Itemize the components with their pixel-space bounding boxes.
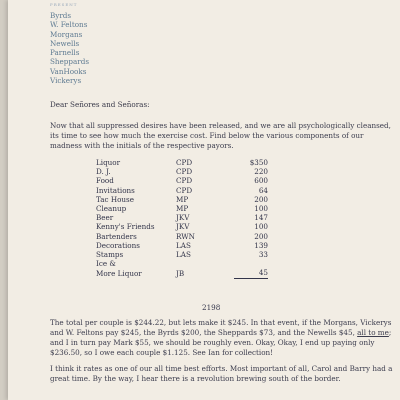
cost-payor: CPD xyxy=(176,167,193,177)
settlement-paragraph xyxy=(50,318,394,358)
cost-item: Liquor xyxy=(96,158,121,167)
recipient-name: W. Feltons xyxy=(50,20,88,30)
cost-item: Food xyxy=(96,176,114,186)
cost-row xyxy=(96,259,268,268)
header-hint: PRESENT xyxy=(50,2,78,7)
cost-item: Invitations xyxy=(96,185,135,195)
recipient-name: Vickerys xyxy=(50,76,82,86)
cost-row xyxy=(96,241,268,250)
salutation: Dear Señores and Señoras: xyxy=(50,100,150,109)
letter-page xyxy=(8,0,400,400)
cost-row xyxy=(96,167,268,176)
recipient-list xyxy=(50,11,89,85)
cost-amount: $350 xyxy=(249,158,268,167)
cost-payor: JB xyxy=(176,268,185,278)
recipient-name: Newells xyxy=(50,38,80,48)
cost-payor: CPD xyxy=(176,176,193,186)
intro-paragraph: Now that all suppressed desires have been released, and we are all psychologically cleansed, its time to see how much the exercise cost. Find below the various components of our madness with the initials of the respective payors. xyxy=(50,121,391,150)
cost-payor: CPD xyxy=(176,185,193,195)
cost-amount: 600 xyxy=(254,176,268,186)
cost-payor: LAS xyxy=(176,240,191,250)
recipient-name: Morgans xyxy=(50,29,83,39)
recipient-name: VanHooks xyxy=(50,66,87,76)
cost-row xyxy=(96,204,268,213)
cost-payor: MP xyxy=(176,204,189,214)
cost-amount: 100 xyxy=(254,204,268,214)
cost-payor: LAS xyxy=(176,250,191,260)
settlement-emphasis: all to me xyxy=(357,328,389,337)
cost-item: Decorations xyxy=(96,240,140,250)
cost-item: Kenny's Friends xyxy=(96,222,155,232)
recipient-name: Sheppards xyxy=(50,57,90,67)
cost-row xyxy=(96,195,268,204)
cost-item: Ice & xyxy=(96,259,116,269)
cost-item: D. J. xyxy=(96,167,111,177)
cost-amount: 33 xyxy=(258,250,268,260)
cost-total: 2198 xyxy=(202,303,221,312)
settlement-text: The total per couple is $244.22, but lets make it $245. In that event, if the Morgans, Vickerys and W. Feltons pay $245, the Byrds $200, the Sheppards $73, and the Newells $45, xyxy=(50,318,392,337)
recipient-name: Parnells xyxy=(50,48,80,58)
cost-amount: 45 xyxy=(234,268,268,278)
cost-row xyxy=(96,158,268,167)
cost-row xyxy=(96,222,268,231)
cost-item: Beer xyxy=(96,213,114,223)
cost-payor: MP xyxy=(176,194,189,204)
cost-payor: CPD xyxy=(176,158,193,167)
cost-row xyxy=(96,250,268,259)
cost-row xyxy=(96,186,268,195)
recipient-name: Byrds xyxy=(50,11,72,20)
cost-payor xyxy=(176,259,234,268)
cost-row xyxy=(96,232,268,241)
cost-row xyxy=(96,268,268,278)
cost-table xyxy=(96,158,268,279)
cost-amount: 64 xyxy=(258,185,268,195)
cost-payor: RWN xyxy=(176,231,195,241)
cost-amount: 139 xyxy=(254,240,268,250)
cost-amount: 200 xyxy=(254,231,268,241)
cost-item: More Liquor xyxy=(96,268,142,278)
cost-amount: 147 xyxy=(254,213,268,223)
cost-item: Stamps xyxy=(96,250,124,260)
closing-paragraph: I think it rates as one of our all time best efforts. Most important of all, Carol and Barry had a great time. By the way, I hear there is a revolution brewing south of the border. xyxy=(50,364,393,383)
cost-payor: JKV xyxy=(176,213,190,223)
cost-amount: 220 xyxy=(254,167,268,177)
cost-payor: JKV xyxy=(176,222,190,232)
cost-item: Cleanup xyxy=(96,204,127,214)
cost-amount: 100 xyxy=(254,222,268,232)
cost-item: Tac House xyxy=(96,194,134,204)
cost-amount xyxy=(234,259,268,268)
cost-amount: 200 xyxy=(254,194,268,204)
settlement-text-cont: ; and I in turn pay Mark $55, we should be roughly even. Okay, Okay, I end up paying only $236.50, so I owe each couple $1.125. See Ian for collection! xyxy=(50,328,392,357)
cost-row xyxy=(96,213,268,222)
cost-item: Bartenders xyxy=(96,231,137,241)
cost-row xyxy=(96,176,268,185)
